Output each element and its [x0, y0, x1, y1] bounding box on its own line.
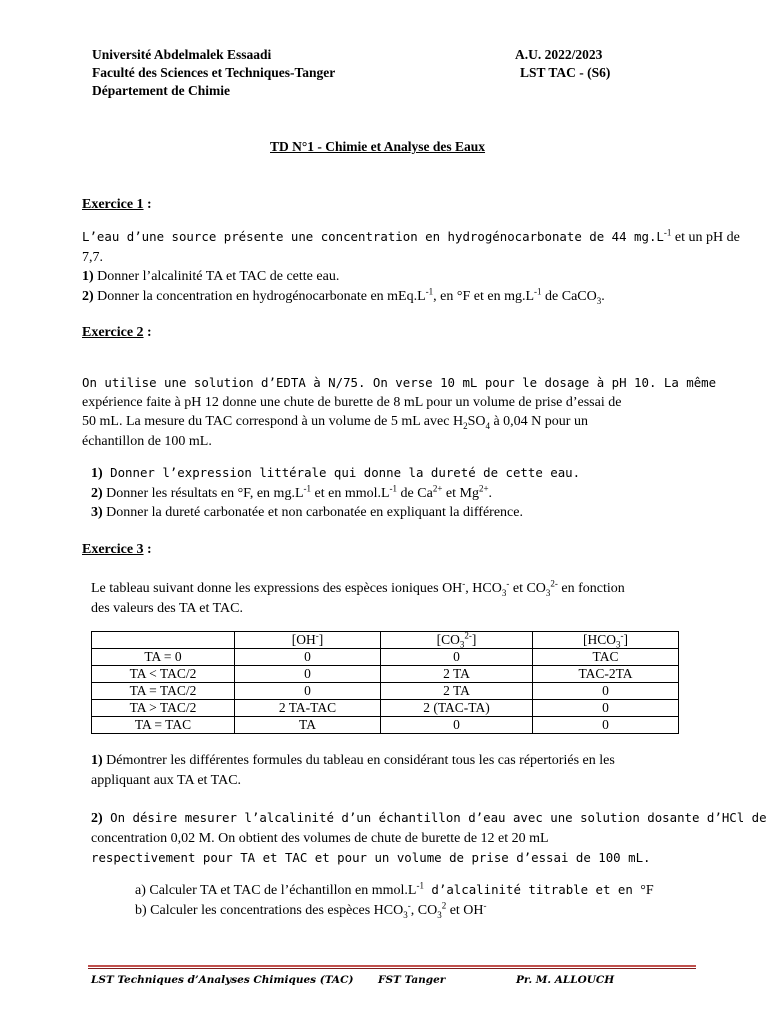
table-header-cell: $[CO_3^{2-}]$	[381, 632, 533, 649]
university-name: Université Abdelmalek Essaadi	[92, 47, 272, 62]
ex2-question-2: 2) Donner les résultats en °F, en $mg.L^{-1}$ et en $mmol.L^{-1}$ de $Ca^{2+}$ et $Mg^{2+}$.	[91, 482, 493, 501]
ex3-subquestion-a: a) Calculer TA et TAC de l’échantillon en $mmol.L^{-1}$ d’alcalinité titrable et en °F	[135, 880, 654, 898]
ex3-heading: Exercice 3 :	[82, 542, 152, 557]
page-title: TD N°1 - Chimie et Analyse des Eaux	[270, 139, 486, 154]
header-right	[515, 46, 610, 82]
table-header-cell: $[HCO_3^-]$	[533, 632, 679, 649]
ex2-heading: Exercice 2 :	[82, 325, 152, 340]
footer-author: Pr. M. ALLOUCH	[516, 974, 615, 986]
faculty-name: Faculté des Sciences et Techniques-Tanger	[92, 65, 336, 80]
table-row: TA = TAC/2 0 2 TA 0	[92, 683, 679, 700]
table-row: TA > TAC/2 2 TA-TAC 2 (TAC-TA) 0	[92, 700, 679, 717]
table-row: TA < TAC/2 0 2 TA TAC-2TA	[92, 666, 679, 683]
ex1-body: L’eau d’une source présente une concentration en hydrogénocarbonate de 44 $mg.L^{-1}$ et un pH de 7,7. 1) Donner l’alcalinité TA et TAC de cette eau. 2) Donner la concentration en hydrogénocarbonate en $mEq.L^{-1}$, en °F et en $mg.L^{-1}$ de CaCO$_3$.	[82, 227, 740, 306]
footer-rule-dark	[88, 968, 696, 969]
ex3-question-2: 2) On désire mesurer l’alcalinité d’un échantillon d’eau avec une solution dosante d’HCl de concentration 0,02 M. On obtient des volumes de chute de burette de 12 et 20 mL respectivement pour TA et TAC et pour un volume de prise d’essai de 100 mL.	[91, 810, 767, 865]
footer-program: LST Techniques d’Analyses Chimiques (TAC)	[91, 974, 354, 986]
ex2-body: On utilise une solution d’EDTA à N/75. On verse 10 mL pour le dosage à pH 10. La même expérience faite à pH 12 donne une chute de burette de 8 mL pour un volume de prise d’essai de 50 mL. La mesure du TAC correspond à un volume de 5 mL avec $H_2SO_4$ à 0,04 N pour un échantillon de 100 mL.	[82, 375, 717, 449]
department-name: Département de Chimie	[92, 83, 230, 98]
table-header-cell	[92, 632, 235, 649]
ex1-question-1: 1) Donner l’alcalinité TA et TAC de cette eau.	[82, 269, 340, 284]
footer-rule	[88, 965, 696, 967]
table-header-row	[92, 632, 679, 649]
ex3-subquestions	[135, 880, 654, 920]
ex3-subquestion-b: b) Calculer les concentrations des espèces $HCO_3^-$, $CO_3^2$ et OH-	[135, 899, 487, 920]
table-header-cell: [OH-]	[235, 632, 381, 649]
ion-species-table	[91, 631, 679, 734]
ex2-questions	[91, 463, 580, 523]
ex3-question-1: 1) Démontrer les différentes formules du tableau en considérant tous les cas répertoriés en les appliquant aux TA et TAC.	[91, 753, 615, 788]
academic-year: A.U. 2022/2023	[515, 47, 603, 62]
program-label: LST TAC - (S6)	[520, 65, 611, 80]
ex2-question-1: 1) Donner l’expression littérale qui donne la dureté de cette eau.	[91, 465, 581, 481]
footer-institution: FST Tanger	[378, 974, 446, 986]
ex1-heading: Exercice 1 :	[82, 197, 152, 212]
table-row: TA = TAC TA 0 0	[92, 717, 679, 734]
ex2-question-3: 3) Donner la dureté carbonatée et non carbonatée en expliquant la différence.	[91, 505, 523, 520]
ex1-question-2: 2) Donner la concentration en hydrogénocarbonate en $mEq.L^{-1}$, en °F et en $mg.L^{-1}$ de CaCO$_3$.	[82, 285, 605, 306]
header-left	[92, 46, 335, 100]
table-row: TA = 0 0 0 TAC	[92, 649, 679, 666]
ex3-intro: Le tableau suivant donne les expressions des espèces ioniques OH-, $HCO_3^-$ et $CO_3^{2-}$ en fonction des valeurs des TA et TAC.	[91, 578, 625, 616]
